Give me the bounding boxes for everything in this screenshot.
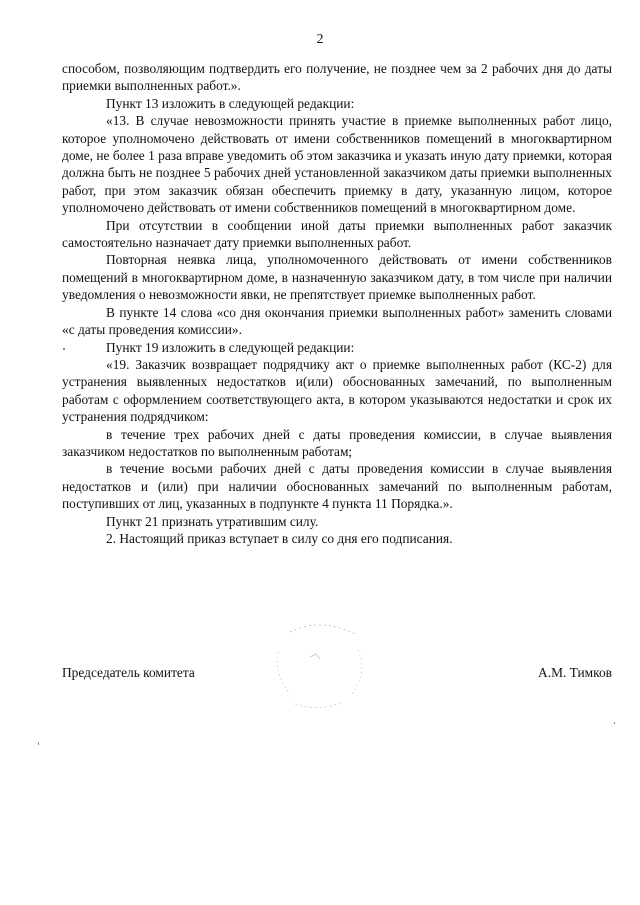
paragraph-effective: 2. Настоящий приказ вступает в силу со дня его подписания.: [106, 530, 453, 546]
scan-speck: [38, 742, 39, 745]
paragraph-repeat-absence: Повторная неявка лица, уполномоченного действовать от имени собственников помещений в многоквартирном доме, в назначенную заказчиком дату, в том числе при наличии уведомления о невозможности явки, не препятствует приемке выполненных работ.: [62, 252, 612, 303]
paragraph-eight-days: в течение восьми рабочих дней с даты проведения комиссии в случае выявления недостатков и (или) при наличии обоснованных замечаний по выполненным работам, поступивших от лиц, указанных в подпункте 4 пункта 11 Порядка.».: [62, 461, 612, 512]
paragraph-item-14: В пункте 14 слова «со дня окончания приемки выполненных работ» заменить словами «с даты проведения комиссии».: [62, 304, 612, 338]
signatory-position: Председатель комитета: [62, 665, 195, 680]
paragraph-continuation: способом, позволяющим подтвердить его получение, не позднее чем за 2 рабочих дня до даты приемки выполненных работ.».: [62, 61, 612, 94]
faint-seal-mark: [260, 612, 380, 712]
paragraph-item-13-intro: Пункт 13 изложить в следующей редакции:: [106, 95, 355, 111]
paragraph-item-13-text: «13. В случае невозможности принять участие в приемке выполненных работ лицо, которое уполномочено действовать от имени собственников помещений в многоквартирном доме, не более 1 раза вправе уведомить об этом заказчика и указать иную дату приемки, которая должна быть не позднее 5 рабочих дней установленной заказчиком даты приемки выполненных работ, при этом заказчик обязан обеспечить приемку в дату, указанную лицом, которое уполномочено действовать от имени собственников помещений в многоквартирном доме.: [62, 113, 612, 216]
paragraph-three-days: в течение трех рабочих дней с даты проведения комиссии, в случае выявления заказчиком недостатков по выполненным работам;: [62, 426, 612, 459]
scan-speck: [614, 722, 615, 724]
page-number: 2: [316, 32, 324, 47]
paragraph-item-19-intro: Пункт 19 изложить в следующей редакции:: [106, 339, 355, 355]
paragraph-item-21: Пункт 21 признать утратившим силу.: [106, 513, 319, 529]
signatory-name: А.М. Тимков: [538, 665, 612, 680]
paragraph-item-19-text: «19. Заказчик возвращает подрядчику акт о приемке выполненных работ (КС-2) для устранения выявленных недостатков и(или) обоснованных замечаний, по выполненным работам с оформлением соответствующего акта, в котором указываются недостатки и срок их устранения подрядчиком:: [62, 356, 612, 425]
scan-speck: [63, 348, 65, 350]
document-body: [62, 60, 612, 547]
paragraph-no-date: При отсутствии в сообщении иной даты приемки выполненных работ заказчик самостоятельно назначает дату приемки выполненных работ.: [62, 217, 612, 251]
